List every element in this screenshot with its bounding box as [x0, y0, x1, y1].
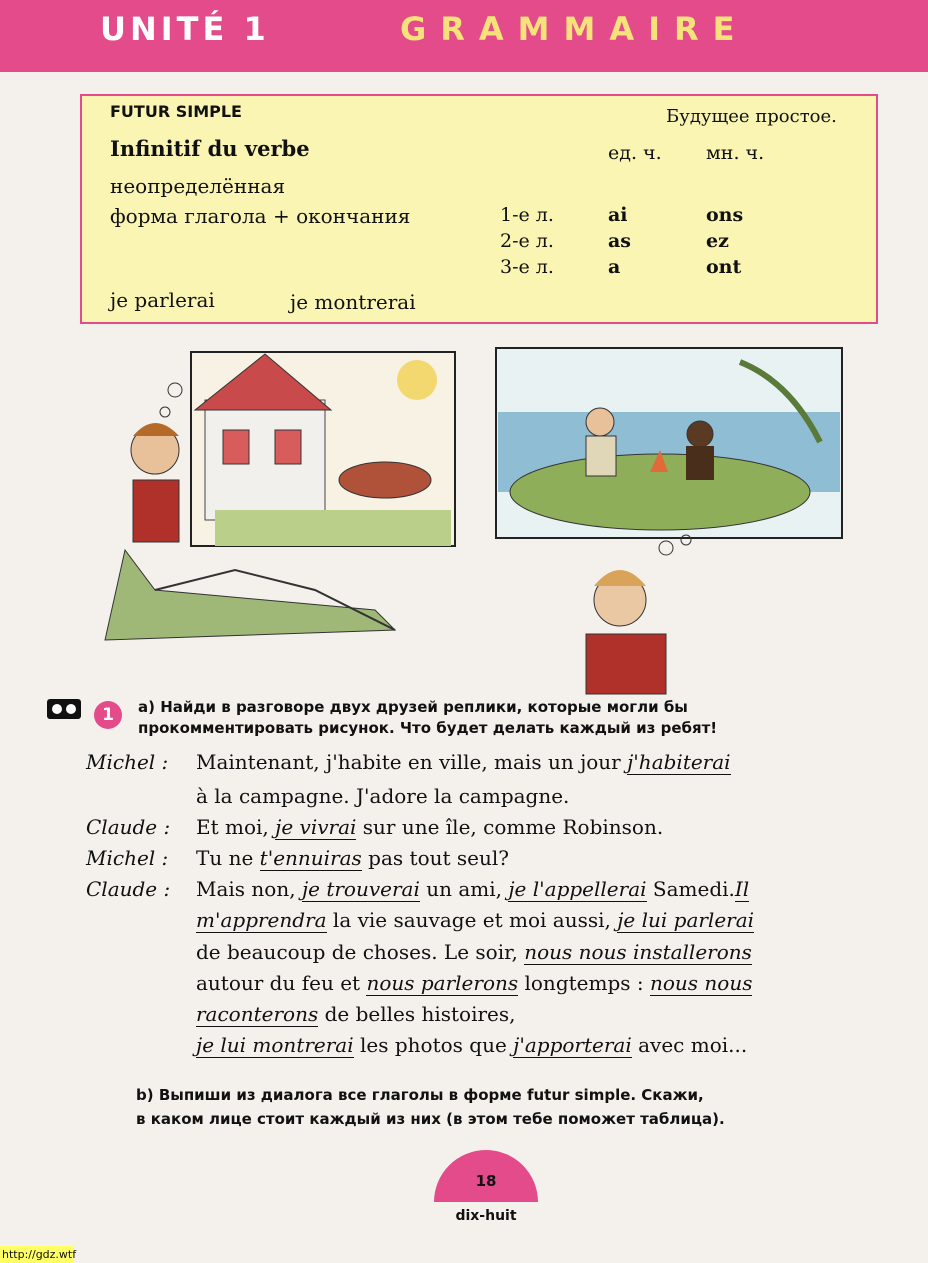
unit-title: UNITÉ 1	[100, 10, 270, 48]
task-b-line-2: в каком лице стоит каждый из них (в этом тебе поможет таблица).	[136, 1110, 725, 1128]
speaker-michel: Michel :	[86, 750, 169, 774]
column-plural: мн. ч.	[706, 142, 765, 164]
person-row-3: 3-е л.	[500, 256, 554, 278]
form-line-2: форма глагола + окончания	[110, 204, 411, 228]
person-row-2: 2-е л.	[500, 230, 554, 252]
dialogue-line-7: de beaucoup de choses. Le soir, nous nous installerons	[196, 940, 752, 964]
example-montrerai: je montrerai	[290, 290, 416, 314]
task-a-line-1: а) Найди в разговоре двух друзей реплики, которые могли бы	[138, 698, 688, 716]
speaker-claude: Claude :	[86, 815, 171, 839]
section-title: GRAMMAIRE	[400, 10, 749, 48]
page-number-words: dix-huit	[455, 1208, 517, 1224]
person-row-1: 1-е л.	[500, 204, 554, 226]
example-parlerai: je parlerai	[110, 288, 215, 312]
dialogue-line-9: raconterons de belles histoires,	[196, 1002, 516, 1026]
ending-sing-2: as	[608, 230, 632, 252]
illustration-boy-dreaming-island	[490, 342, 850, 702]
infinitif-label: Infinitif du verbe	[110, 136, 310, 161]
dialogue-line-6: m'apprendra la vie sauvage et moi aussi, je lui parlerai	[196, 908, 755, 932]
ending-sing-3: a	[608, 256, 621, 278]
ending-sing-1: ai	[608, 204, 628, 226]
rule-title-ru: Будущее простое.	[666, 106, 837, 127]
speaker-claude-2: Claude :	[86, 877, 171, 901]
column-singular: ед. ч.	[608, 142, 662, 164]
dialogue-line-10: je lui montrerai les photos que j'apporterai avec moi...	[196, 1033, 748, 1057]
grammar-rule-box	[80, 94, 878, 324]
ending-plur-2: ez	[706, 230, 729, 252]
dialogue-line-1: Maintenant, j'habite en ville, mais un jour j'habiterai	[196, 750, 731, 774]
speaker-michel-2: Michel :	[86, 846, 169, 870]
page-number: 18	[475, 1172, 497, 1190]
exercise-number-badge: 1	[94, 701, 122, 729]
rule-title: FUTUR SIMPLE	[110, 102, 242, 121]
task-a-line-2: прокомментировать рисунок. Что будет делать каждый из ребят!	[138, 719, 718, 737]
dialogue-line-3: Et moi, je vivrai sur une île, comme Robinson.	[196, 815, 664, 839]
unit-header-band	[0, 0, 928, 72]
dialogue-line-8: autour du feu et nous parlerons longtemps : nous nous	[196, 971, 753, 995]
dialogue-line-4: Tu ne t'ennuiras pas tout seul?	[196, 846, 509, 870]
ending-plur-3: ont	[706, 256, 742, 278]
form-line-1: неопределённая	[110, 174, 286, 198]
dialogue-line-2: à la campagne. J'adore la campagne.	[196, 784, 570, 808]
ending-plur-1: ons	[706, 204, 744, 226]
dialogue-line-5: Mais non, je trouverai un ami, je l'appellerai Samedi.Il	[196, 877, 750, 901]
watermark-link[interactable]: http://gdz.wtf	[2, 1248, 77, 1261]
cassette-icon	[46, 698, 82, 720]
task-b-line-1: b) Выпиши из диалога все глаголы в форме futur simple. Скажи,	[136, 1086, 704, 1104]
illustration-boy-dreaming-countryside	[95, 340, 475, 660]
